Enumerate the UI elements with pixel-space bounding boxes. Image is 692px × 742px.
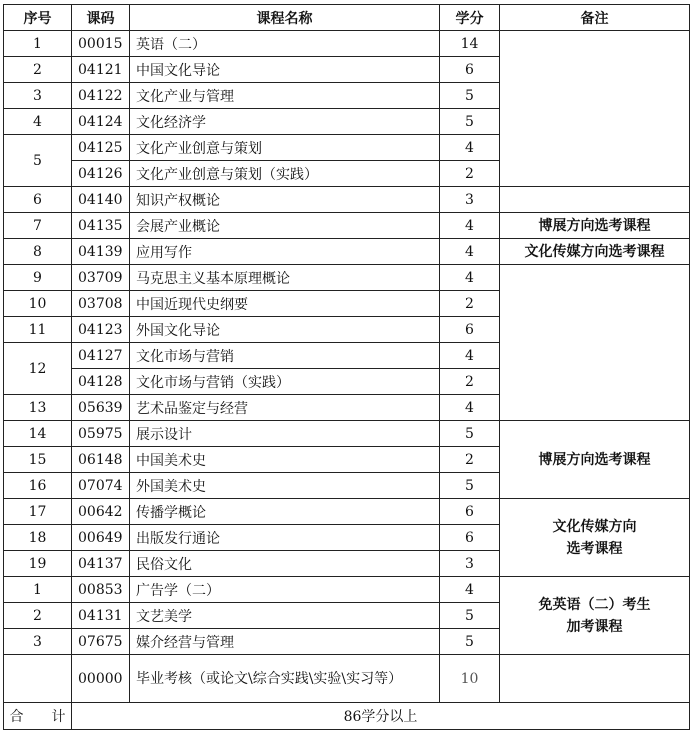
table-row <box>4 31 690 57</box>
name-cell: 文艺美学 <box>130 603 440 629</box>
header-seq: 序号 <box>4 5 72 31</box>
name-cell: 中国近现代史纲要 <box>130 291 440 317</box>
name-cell: 毕业考核（或论文\综合实践\实验\实习等） <box>130 655 440 703</box>
name-cell: 传播学概论 <box>130 499 440 525</box>
seq-cell: 3 <box>4 83 72 109</box>
course-table-container <box>3 4 689 730</box>
header-note: 备注 <box>500 5 690 31</box>
code-cell: 04140 <box>72 187 130 213</box>
name-cell: 民俗文化 <box>130 551 440 577</box>
name-cell: 文化市场与营销 <box>130 343 440 369</box>
name-cell: 广告学（二） <box>130 577 440 603</box>
name-cell: 外国文化导论 <box>130 317 440 343</box>
total-label: 合 计 <box>4 703 72 730</box>
seq-cell: 15 <box>4 447 72 473</box>
code-cell: 04131 <box>72 603 130 629</box>
seq-cell: 6 <box>4 187 72 213</box>
code-cell: 07675 <box>72 629 130 655</box>
seq-cell <box>4 655 72 703</box>
credit-cell: 3 <box>440 551 500 577</box>
name-cell: 展示设计 <box>130 421 440 447</box>
seq-cell: 5 <box>4 135 72 187</box>
name-cell: 中国美术史 <box>130 447 440 473</box>
code-cell: 06148 <box>72 447 130 473</box>
code-cell: 04122 <box>72 83 130 109</box>
seq-cell: 2 <box>4 57 72 83</box>
header-row <box>4 5 690 31</box>
name-cell: 马克思主义基本原理概论 <box>130 265 440 291</box>
note-cell: 博展方向选考课程 <box>500 421 690 499</box>
table-row <box>4 239 690 265</box>
name-cell: 英语（二） <box>130 31 440 57</box>
credit-cell: 2 <box>440 161 500 187</box>
credit-cell: 6 <box>440 499 500 525</box>
note-cell: 博展方向选考课程 <box>500 213 690 239</box>
seq-cell: 17 <box>4 499 72 525</box>
total-value: 86学分以上 <box>72 703 690 730</box>
note-cell: 文化传媒方向选考课程 <box>500 239 690 265</box>
credit-cell: 2 <box>440 369 500 395</box>
credit-cell: 5 <box>440 83 500 109</box>
note-line: 文化传媒方向 <box>552 518 637 535</box>
name-cell: 会展产业概论 <box>130 213 440 239</box>
total-row <box>4 703 690 730</box>
credit-cell: 6 <box>440 525 500 551</box>
code-cell: 04139 <box>72 239 130 265</box>
name-cell: 文化产业与管理 <box>130 83 440 109</box>
code-cell: 00649 <box>72 525 130 551</box>
credit-cell: 2 <box>440 447 500 473</box>
code-cell: 05975 <box>72 421 130 447</box>
code-cell: 04121 <box>72 57 130 83</box>
name-cell: 应用写作 <box>130 239 440 265</box>
code-cell: 04125 <box>72 135 130 161</box>
table-row <box>4 577 690 603</box>
seq-cell: 16 <box>4 473 72 499</box>
code-cell: 03708 <box>72 291 130 317</box>
name-cell: 文化经济学 <box>130 109 440 135</box>
table-row <box>4 421 690 447</box>
credit-cell: 3 <box>440 187 500 213</box>
note-cell <box>500 577 690 655</box>
name-cell: 文化产业创意与策划（实践） <box>130 161 440 187</box>
note-cell-empty <box>500 655 690 703</box>
seq-cell: 18 <box>4 525 72 551</box>
credit-cell: 5 <box>440 473 500 499</box>
name-cell: 文化市场与营销（实践） <box>130 369 440 395</box>
credit-cell: 2 <box>440 291 500 317</box>
seq-cell: 3 <box>4 629 72 655</box>
code-cell: 04128 <box>72 369 130 395</box>
credit-cell: 14 <box>440 31 500 57</box>
credit-cell: 4 <box>440 213 500 239</box>
table-row <box>4 213 690 239</box>
note-line: 选考课程 <box>566 540 623 557</box>
table-row <box>4 187 690 213</box>
seq-cell: 2 <box>4 603 72 629</box>
seq-cell: 12 <box>4 343 72 395</box>
header-credit: 学分 <box>440 5 500 31</box>
note-cell-empty <box>500 265 690 421</box>
credit-cell: 5 <box>440 629 500 655</box>
header-code: 课码 <box>72 5 130 31</box>
name-cell: 外国美术史 <box>130 473 440 499</box>
table-row <box>4 499 690 525</box>
seq-cell: 1 <box>4 31 72 57</box>
credit-cell: 4 <box>440 265 500 291</box>
credit-cell: 5 <box>440 109 500 135</box>
code-cell: 07074 <box>72 473 130 499</box>
code-cell: 00015 <box>72 31 130 57</box>
code-cell: 05639 <box>72 395 130 421</box>
seq-cell: 14 <box>4 421 72 447</box>
note-cell-empty <box>500 31 690 187</box>
credit-cell: 6 <box>440 57 500 83</box>
note-line: 加考课程 <box>566 618 623 635</box>
credit-cell: 4 <box>440 395 500 421</box>
credit-cell: 4 <box>440 577 500 603</box>
name-cell: 知识产权概论 <box>130 187 440 213</box>
code-cell: 04137 <box>72 551 130 577</box>
code-cell: 00853 <box>72 577 130 603</box>
seq-cell: 9 <box>4 265 72 291</box>
name-cell: 中国文化导论 <box>130 57 440 83</box>
note-cell-empty <box>500 187 690 213</box>
code-cell: 04126 <box>72 161 130 187</box>
course-table <box>3 4 690 730</box>
seq-cell: 4 <box>4 109 72 135</box>
name-cell: 艺术品鉴定与经营 <box>130 395 440 421</box>
code-cell: 04127 <box>72 343 130 369</box>
code-cell: 04124 <box>72 109 130 135</box>
code-cell: 00000 <box>72 655 130 703</box>
note-line: 免英语（二）考生 <box>538 596 651 613</box>
credit-cell: 6 <box>440 317 500 343</box>
code-cell: 03709 <box>72 265 130 291</box>
name-cell: 媒介经营与管理 <box>130 629 440 655</box>
credit-cell: 10 <box>440 655 500 703</box>
name-cell: 出版发行通论 <box>130 525 440 551</box>
credit-cell: 4 <box>440 239 500 265</box>
code-cell: 00642 <box>72 499 130 525</box>
credit-cell: 4 <box>440 135 500 161</box>
table-row <box>4 655 690 703</box>
seq-cell: 10 <box>4 291 72 317</box>
credit-cell: 4 <box>440 343 500 369</box>
seq-cell: 7 <box>4 213 72 239</box>
credit-cell: 5 <box>440 421 500 447</box>
code-cell: 04135 <box>72 213 130 239</box>
seq-cell: 8 <box>4 239 72 265</box>
seq-cell: 13 <box>4 395 72 421</box>
table-row <box>4 265 690 291</box>
seq-cell: 19 <box>4 551 72 577</box>
seq-cell: 1 <box>4 577 72 603</box>
note-cell <box>500 499 690 577</box>
header-course-name: 课程名称 <box>130 5 440 31</box>
code-cell: 04123 <box>72 317 130 343</box>
name-cell: 文化产业创意与策划 <box>130 135 440 161</box>
credit-cell: 5 <box>440 603 500 629</box>
seq-cell: 11 <box>4 317 72 343</box>
